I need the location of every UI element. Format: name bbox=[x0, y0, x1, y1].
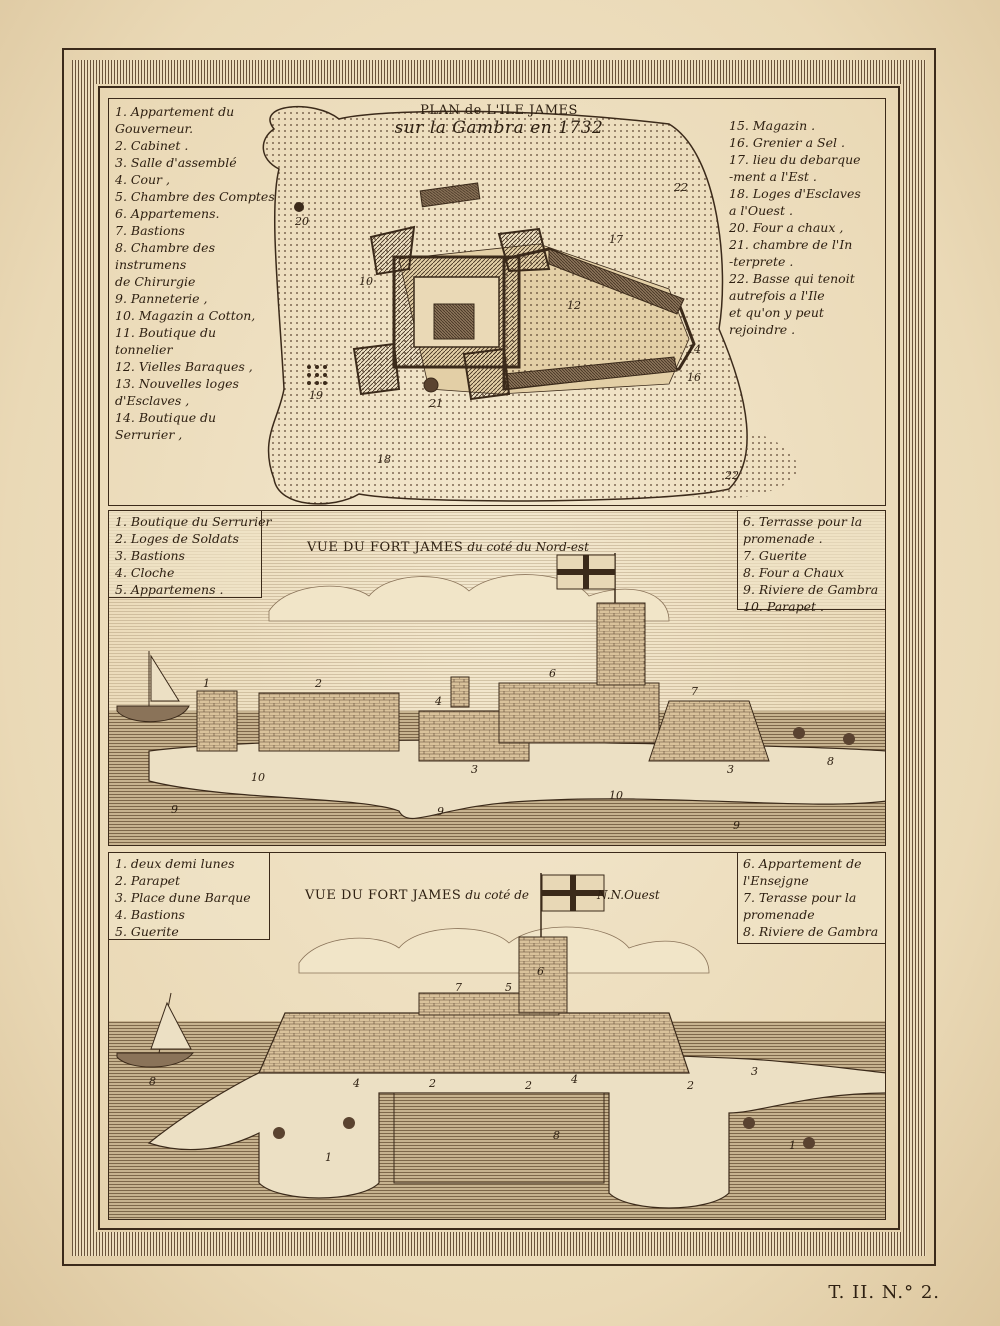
northeast-banner-small: du coté du bbox=[467, 540, 532, 554]
legend-entry: 2. Loges de Soldats bbox=[115, 531, 239, 546]
legend-entry: 3. Place dune Barque bbox=[115, 890, 251, 905]
northeast-banner bbox=[307, 539, 589, 555]
plan-number: 10 bbox=[359, 275, 373, 288]
nnw-legend-right bbox=[743, 855, 878, 940]
legend-entry: 5. Guerite bbox=[115, 924, 179, 939]
legend-entry: 5. Chambre des Comptes bbox=[115, 189, 275, 204]
northeast-legend-right bbox=[743, 513, 878, 615]
legend-entry: 8. Riviere de Gambra bbox=[743, 924, 879, 939]
plan-number: 21 bbox=[429, 397, 443, 410]
legend-entry: 4. Cour , bbox=[115, 172, 170, 187]
legend-entry: 10. Magazin a Cotton, bbox=[115, 308, 256, 323]
legend-entry: 3. Salle d'assemblé bbox=[115, 155, 237, 170]
legend-entry: 1. deux demi lunes bbox=[115, 856, 235, 871]
bastion-se bbox=[464, 349, 509, 399]
view-northnorthwest-panel bbox=[108, 852, 886, 1220]
view-number: 6 bbox=[549, 667, 556, 680]
legend-entry: promenade . bbox=[743, 531, 823, 546]
view-number: 1 bbox=[203, 677, 210, 690]
plan-number: 12 bbox=[567, 299, 581, 312]
plan-number: 22 bbox=[674, 181, 688, 194]
view-number: 7 bbox=[691, 685, 698, 698]
view-number: 10 bbox=[609, 789, 623, 802]
plan-number: 20 bbox=[295, 215, 309, 228]
legend-entry: 5. Appartemens . bbox=[115, 582, 224, 597]
legend-entry: 8. Chambre des bbox=[115, 240, 215, 255]
legend-entry: et qu'on y peut bbox=[729, 305, 824, 320]
view-number: 3 bbox=[471, 763, 478, 776]
view-number: 9 bbox=[733, 819, 740, 832]
tower bbox=[597, 603, 645, 685]
legend-entry: de Chirurgie bbox=[115, 274, 196, 289]
view-number: 4 bbox=[435, 695, 442, 708]
legend-entry: 14. Boutique du bbox=[115, 410, 217, 425]
legend-entry: 6. Appartement de bbox=[743, 856, 862, 871]
view-number: 2 bbox=[525, 1079, 532, 1092]
shoal-22 bbox=[665, 425, 799, 498]
legend-entry: d'Esclaves , bbox=[115, 393, 190, 408]
nnw-banner bbox=[305, 887, 660, 903]
plan-legend-left bbox=[115, 103, 275, 443]
bastion-sw bbox=[354, 344, 399, 394]
plan-number: 19 bbox=[309, 389, 323, 402]
legend-entry: 13. Nouvelles loges bbox=[115, 376, 239, 391]
island-plan-panel bbox=[108, 98, 886, 506]
slave-lodges-dots bbox=[307, 365, 327, 385]
view-number: 2 bbox=[429, 1077, 436, 1090]
bastion-ne bbox=[499, 229, 549, 271]
legend-entry: 4. Bastions bbox=[115, 907, 185, 922]
nnw-banner-small: du coté de bbox=[465, 888, 530, 902]
legend-entry: 2. Cabinet . bbox=[115, 138, 189, 153]
plan-title-line2: sur la Gambra en 1732 bbox=[394, 118, 604, 138]
union-flag bbox=[557, 555, 615, 589]
legend-entry: 9. Riviere de Gambra bbox=[743, 582, 879, 597]
plan-number: 22 bbox=[725, 469, 739, 482]
legend-entry: -ment a l'Est . bbox=[729, 169, 817, 184]
legend-entry: a l'Ouest . bbox=[729, 203, 793, 218]
view-number: 9 bbox=[171, 803, 178, 816]
bell-turret bbox=[451, 677, 469, 707]
smith-shop bbox=[197, 691, 237, 751]
northeast-legend-left bbox=[115, 513, 271, 598]
legend-entry: 11. Boutique du bbox=[115, 325, 217, 340]
plan-number: 17 bbox=[609, 233, 623, 246]
view-number: 4 bbox=[353, 1077, 360, 1090]
appartemens-building bbox=[499, 683, 659, 743]
view-number: 3 bbox=[751, 1065, 758, 1078]
inner-harbor bbox=[394, 1093, 604, 1183]
legend-entry: 10. Parapet . bbox=[743, 599, 824, 614]
view-number: 7 bbox=[455, 981, 462, 994]
legend-entry: 7. Bastions bbox=[115, 223, 185, 238]
legend-entry: instrumens bbox=[115, 257, 187, 272]
view-number: 8 bbox=[553, 1129, 560, 1142]
fort-wall-nnw bbox=[259, 1013, 689, 1073]
legend-entry: 21. chambre de l'In bbox=[729, 237, 853, 252]
legend-entry: 17. lieu du debarque bbox=[729, 152, 861, 167]
legend-entry: 12. Vielles Baraques , bbox=[115, 359, 253, 374]
legend-entry: 3. Bastions bbox=[115, 548, 185, 563]
legend-entry: autrefois a l'Ile bbox=[729, 288, 825, 303]
nnw-legend-left bbox=[115, 855, 251, 940]
legend-entry: 7. Terasse pour la bbox=[743, 890, 857, 905]
plan-legend-right bbox=[729, 117, 861, 338]
plan-number: 14 bbox=[687, 343, 701, 356]
view-number: 1 bbox=[789, 1139, 796, 1152]
legend-entry: l'Ensejgne bbox=[743, 873, 809, 888]
bastion-right bbox=[649, 701, 769, 761]
northeast-banner-main: VUE DU FORT JAMES bbox=[307, 540, 464, 555]
soldiers-lodges bbox=[259, 693, 399, 751]
view-number: 2 bbox=[315, 677, 322, 690]
legend-entry: 7. Guerite bbox=[743, 548, 807, 563]
nnw-banner-main: VUE DU FORT JAMES bbox=[305, 888, 462, 903]
plate-reference: T. II. N.° 2. bbox=[828, 1282, 940, 1303]
legend-entry: -terprete . bbox=[729, 254, 794, 269]
legend-entry: rejoindre . bbox=[729, 322, 796, 337]
legend-entry: 1. Boutique du Serrurier bbox=[115, 514, 272, 529]
northeast-banner-end: Nord-est bbox=[535, 540, 589, 554]
legend-entry: 6. Terrasse pour la bbox=[743, 514, 863, 529]
legend-entry: tonnelier bbox=[115, 342, 173, 357]
legend-entry: Gouverneur. bbox=[115, 121, 194, 136]
legend-entry: promenade bbox=[743, 907, 815, 922]
view-number: 3 bbox=[727, 763, 734, 776]
plan-title-line1: PLAN de L'ILE JAMES bbox=[420, 103, 578, 118]
lime-kiln bbox=[294, 202, 304, 212]
view-number: 1 bbox=[325, 1151, 332, 1164]
view-number: 8 bbox=[827, 755, 834, 768]
view-number: 2 bbox=[687, 1079, 694, 1092]
legend-entry: 9. Panneterie , bbox=[115, 291, 208, 306]
legend-entry: 6. Appartemens. bbox=[115, 206, 220, 221]
view-number: 8 bbox=[149, 1075, 156, 1088]
legend-entry: 4. Cloche bbox=[115, 565, 175, 580]
interpreter-house bbox=[424, 378, 438, 392]
plan-number: 16 bbox=[687, 371, 701, 384]
legend-entry: 8. Four a Chaux bbox=[743, 565, 845, 580]
clouds-2 bbox=[299, 927, 709, 973]
view-northeast-panel bbox=[108, 510, 886, 846]
legend-entry: 16. Grenier a Sel . bbox=[729, 135, 845, 150]
legend-entry: 2. Parapet bbox=[115, 873, 181, 888]
view-number: 6 bbox=[537, 965, 544, 978]
plan-number: 18 bbox=[377, 453, 391, 466]
view-number: 9 bbox=[437, 805, 444, 818]
view-number: 10 bbox=[251, 771, 265, 784]
nnw-banner-end: N.N.Ouest bbox=[597, 888, 660, 902]
legend-entry: 22. Basse qui tenoit bbox=[729, 271, 855, 286]
legend-entry: 1. Appartement du bbox=[115, 104, 235, 119]
fort-keep bbox=[434, 304, 474, 339]
legend-entry: 15. Magazin . bbox=[729, 118, 816, 133]
legend-entry: 18. Loges d'Esclaves bbox=[729, 186, 861, 201]
legend-entry: 20. Four a chaux , bbox=[729, 220, 844, 235]
legend-entry: Serrurier , bbox=[115, 427, 183, 442]
view-number: 5 bbox=[505, 981, 512, 994]
view-number: 4 bbox=[571, 1073, 578, 1086]
